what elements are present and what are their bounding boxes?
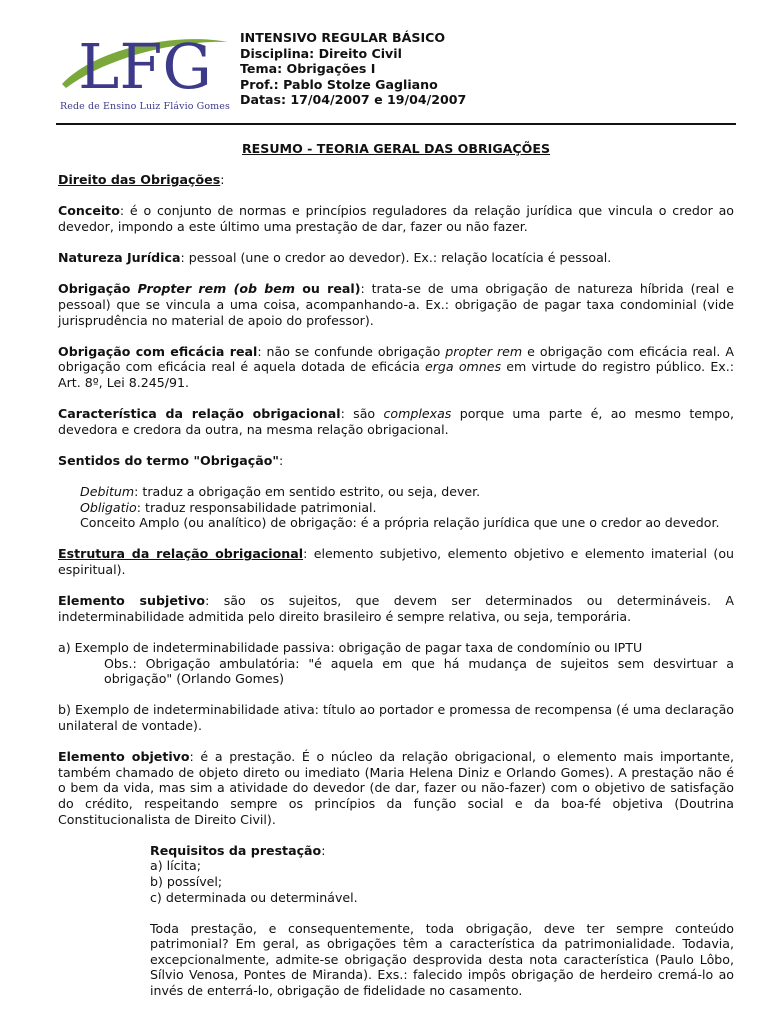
paragraph-elemento-subjetivo: Elemento subjetivo: são os sujeitos, que devem ser determinados ou determináveis. A indeterminabilidade admitida pelo direito brasileiro é sempre relativa, ou seja, temporária. (58, 593, 734, 624)
requisitos-block (58, 843, 734, 905)
requisitos-heading: Requisitos da prestação: (150, 842, 326, 858)
list-item: c) determinada ou determinável. (150, 889, 358, 905)
professor: Prof.: Pablo Stolze Gagliano (240, 76, 438, 92)
paragraph-caracteristica: Característica da relação obrigacional: são complexas porque uma parte é, ao mesmo tempo, devedora e credora da outra, na mesma relação obrigacional. (58, 406, 735, 437)
list-item: a) lícita; (150, 858, 201, 874)
theme: Tema: Obrigações I (240, 61, 376, 77)
term-natureza: Natureza Jurídica (58, 250, 181, 266)
document-body (58, 141, 734, 1014)
sentidos-list (58, 484, 734, 531)
paragraph-estrutura: Estrutura da relação obrigacional: elemento subjetivo, elemento objetivo e elemento imaterial (ou espiritual). (58, 546, 735, 578)
course-name: INTENSIVO REGULAR BÁSICO (240, 30, 446, 45)
course-info (240, 30, 466, 108)
paragraph-natureza: Natureza Jurídica: pessoal (une o credor ao devedor). Ex.: relação locatícia é pessoal. (58, 250, 612, 266)
dates: Datas: 17/04/2007 e 19/04/2007 (240, 92, 467, 108)
section-direito-obrigacoes: Direito das Obrigações: (58, 172, 225, 188)
term-conceito: Conceito (58, 203, 120, 219)
list-item: Debitum: traduz a obrigação em sentido estrito, ou seja, dever. (80, 484, 481, 500)
lfg-logo (56, 26, 234, 120)
exemplo-a-block (58, 640, 734, 687)
obs-ambulatoria: Obs.: Obrigação ambulatória: "é aquela em que há mudança de sujeitos sem desvirtuar a obrigação" (Orlando Gomes) (104, 655, 734, 687)
paragraph-conceito: Conceito: é o conjunto de normas e princípios reguladores da relação jurídica que vincula o credor ao devedor, impondo a este último uma prestação de dar, fazer ou não fazer. (58, 203, 734, 234)
lfg-logo-graphic (56, 26, 234, 102)
paragraph-eficacia-real: Obrigação com eficácia real: não se confunde obrigação propter rem e obrigação com eficácia real. A obrigação com eficácia real é aquela dotada de eficácia erga omnes em virtude do registro público. Ex.: Art. 8º, Lei 8.245/91. (58, 343, 734, 390)
list-item: Obligatio: traduz responsabilidade patrimonial. (80, 499, 377, 515)
paragraph-elemento-objetivo: Elemento objetivo: é a prestação. É o núcleo da relação obrigacional, o elemento mais importante, também chamado de objeto direto ou imediato (Maria Helena Diniz e Orlando Gomes). A prestação não é o bem da vida, mas sim a atividade do devedor (de dar, fazer ou não-fazer) com o objetivo de satisfação do crédito, respeitando sempre os princípios da função social e da boa-fé objetiva (Doutrina Constitucionalista de Direito Civil). (58, 749, 734, 827)
exemplo-a: a) Exemplo de indeterminabilidade passiva: obrigação de pagar taxa de condomínio ou IPTU (58, 640, 643, 655)
logo-caption: Rede de Ensino Luiz Flávio Gomes (60, 101, 230, 112)
paragraph-propter-rem: Obrigação Propter rem (ob bem ou real): trata-se de uma obrigação de natureza híbrida (real e pessoal) que se vincula a uma coisa, acompanhando-a. Ex.: obrigação de pagar taxa condominial (vide jurisprudência no material de apoio do professor). (58, 281, 734, 328)
list-item: b) possível; (150, 873, 223, 889)
header-divider (56, 123, 736, 125)
paragraph-sentidos: Sentidos do termo "Obrigação": (58, 452, 284, 468)
list-item: Conceito Amplo (ou analítico) de obrigação: é a própria relação jurídica que une o credor ao devedor. (80, 515, 720, 531)
document-header (0, 0, 768, 126)
discipline: Disciplina: Direito Civil (240, 45, 402, 61)
logo-letters: LFG (78, 30, 212, 102)
paragraph-patrimonialidade: Toda prestação, e consequentemente, toda obrigação, deve ter sempre conteúdo patrimonial? Em geral, as obrigações têm a característica da patrimonialidade. Todavia, excepcionalmente, admite-se obrigação desprovida desta nota característica (Paulo Lôbo, Sílvio Venosa, Pontes de Miranda). Exs.: falecido impôs obrigação de herdeiro cremá-lo ao invés de enterrá-lo, obrigação de fidelidade no casamento. (150, 920, 734, 999)
section-heading: Direito das Obrigações (58, 172, 221, 188)
document-title: RESUMO - TEORIA GERAL DAS OBRIGAÇÕES (241, 141, 551, 156)
exemplo-b: b) Exemplo de indeterminabilidade ativa: título ao portador e promessa de recompensa (é uma declaração unilateral de vontade). (58, 702, 734, 733)
